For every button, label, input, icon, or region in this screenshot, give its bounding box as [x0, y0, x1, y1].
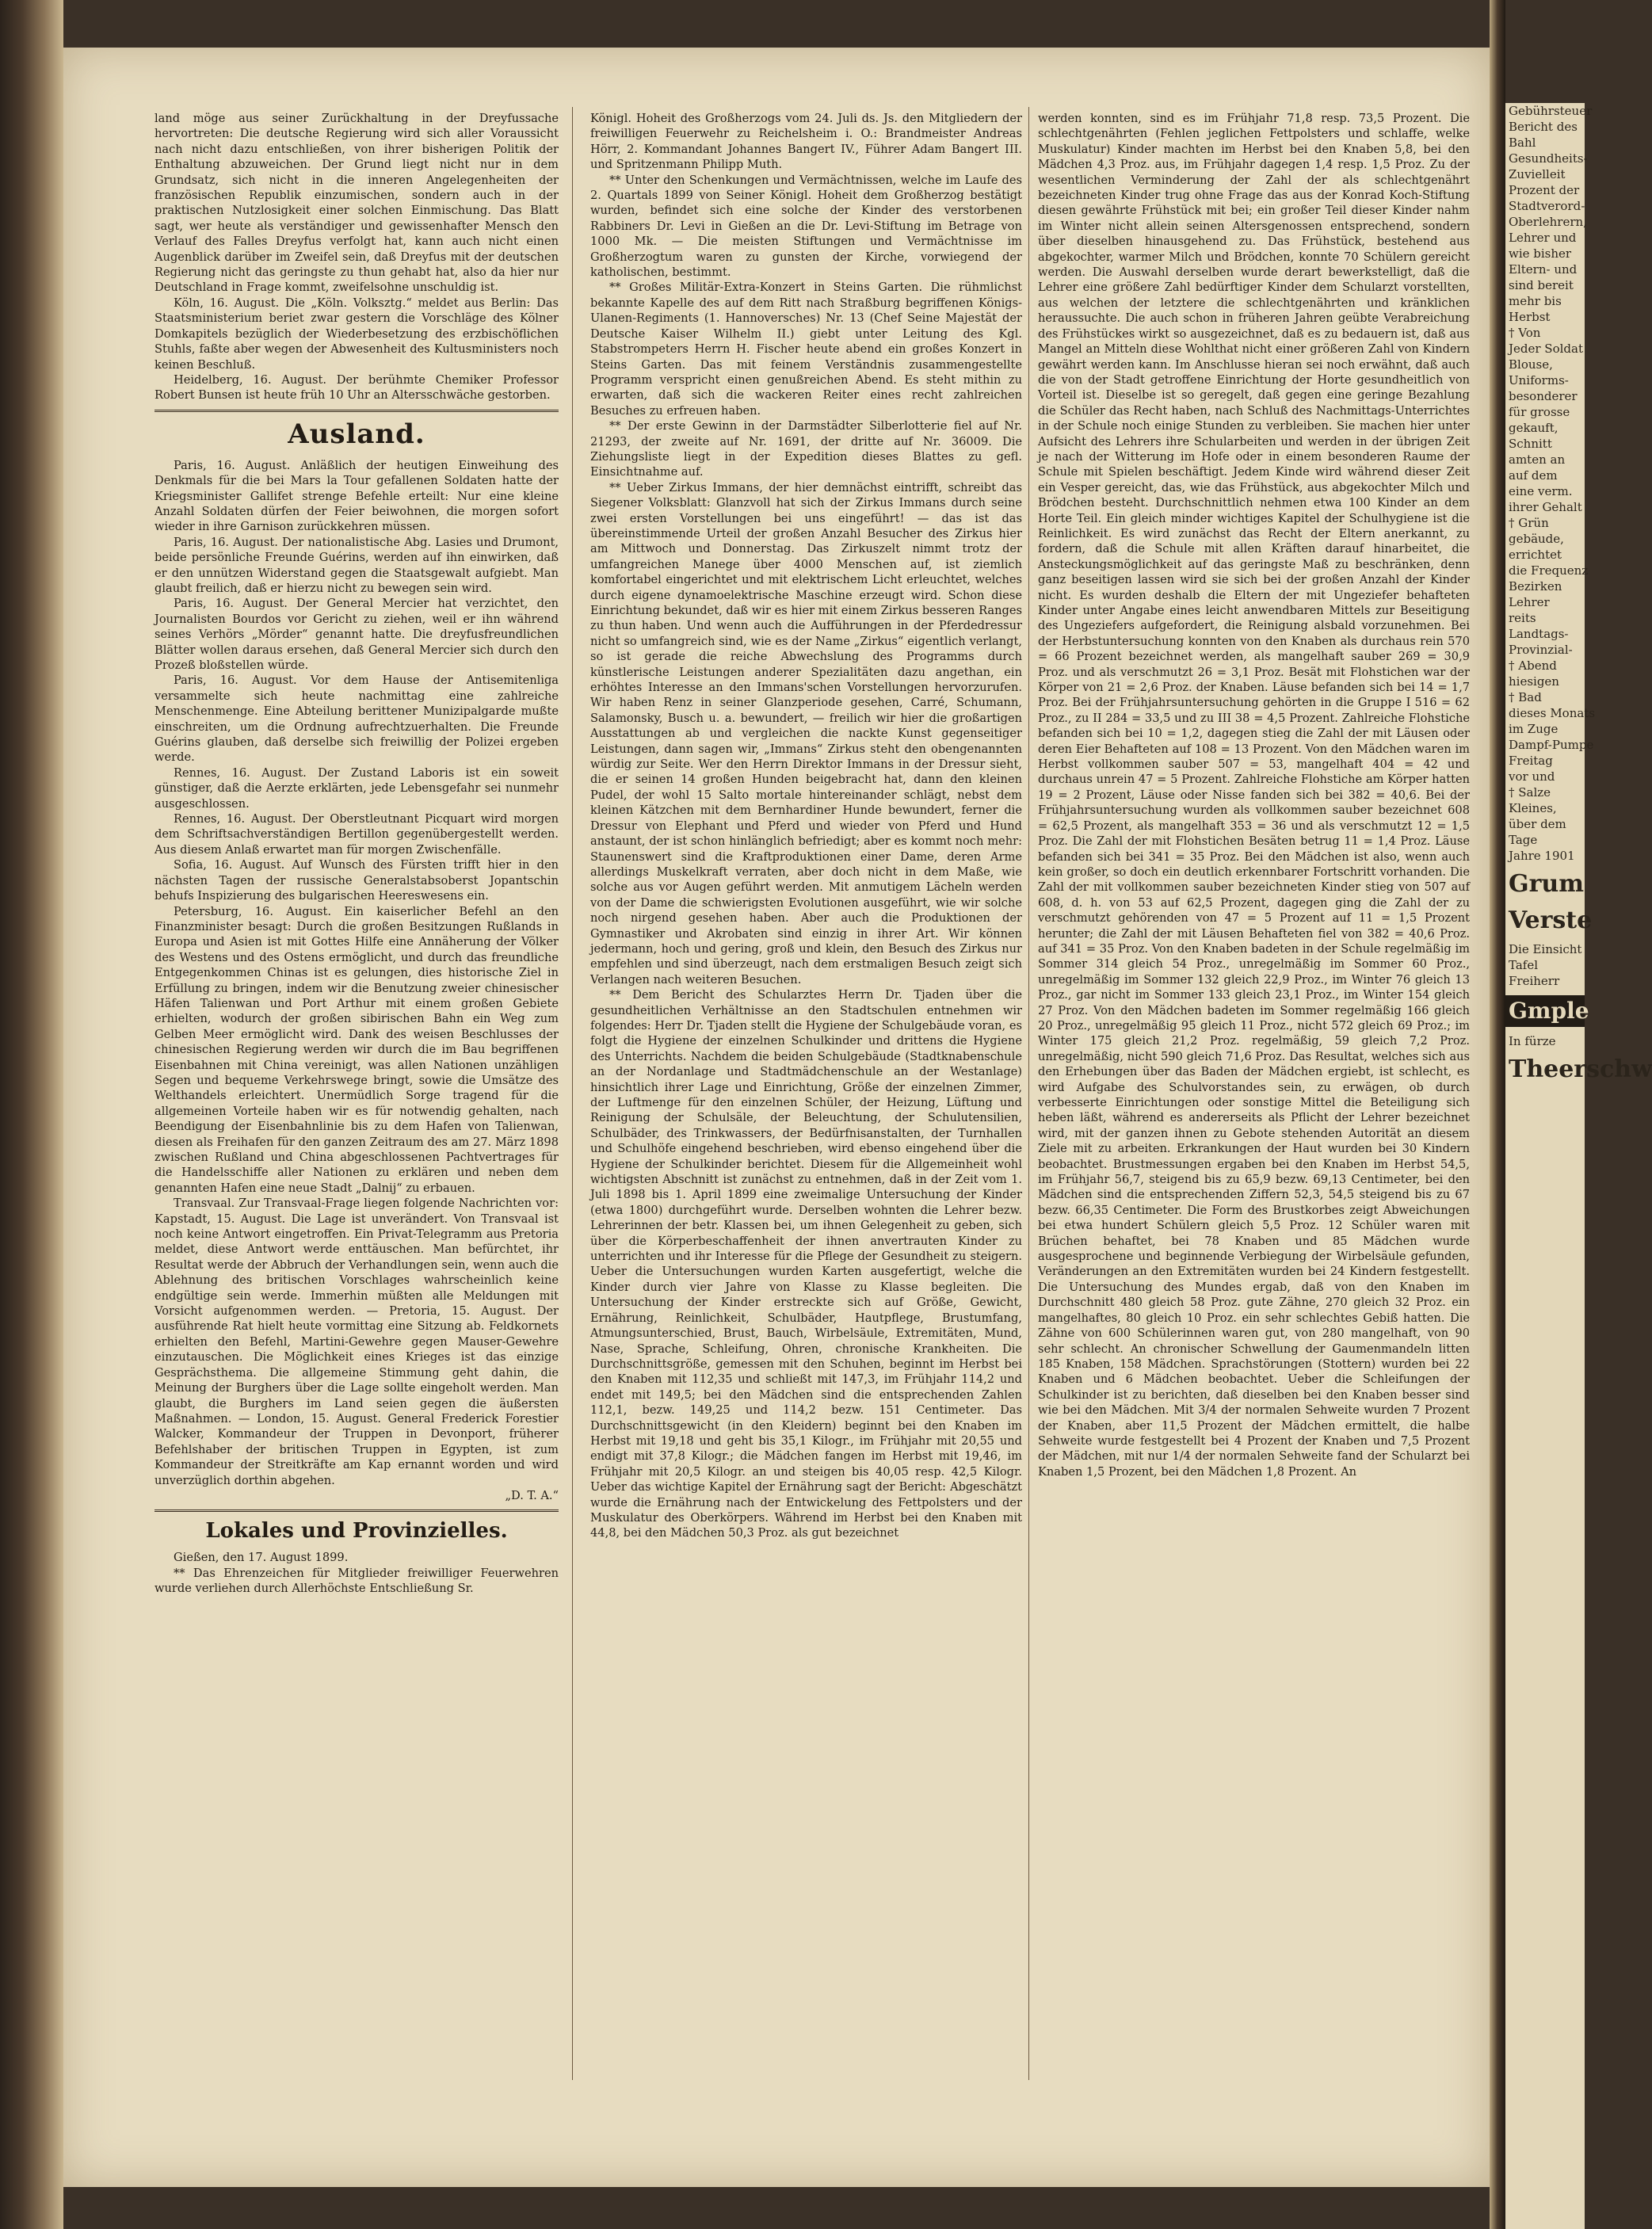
- article-paragraph: Transvaal. Zur Transvaal-Frage liegen folgende Nachrichten vor: Kapstadt, 15. August. Die Lage ist unverändert. Von Transvaal ist noch keine Antwort eingetroffen. Ein Privat-Telegramm aus Pretoria meldet, diese Antwort werde enttäuschen. Man befürchtet, ihr Resultat werde der Abbruch der Verhandlungen sein, wenn auch die Ablehnung des britischen Vorschlages wahrscheinlich keine endgültige sein werde. Immerhin müßten alle Meldungen mit Vorsicht aufgenommen werden. — Pretoria, 15. August. Der ausführende Rat hielt heute vormittag eine Sitzung ab. Feldkornets erhielten den Befehl, Martini-Gewehre gegen Mauser-Gewehre einzutauschen. Die Möglichkeit eines Krieges ist das einzige Gesprächsthema. Die allgemeine Stimmung geht dahin, die Meinung der Burghers über die Lage sollte eingeholt werden. Man glaubt, die Burghers im Land seien gegen die äußersten Maßnahmen. — London, 15. August. General Frederick Forestier Walcker, Kommandeur der Truppen in Devonport, früherer Befehlshaber der britischen Truppen in Egypten, ist zum Kommandeur der Streitkräfte am Kap ernannt worden und wird unverzüglich dorthin abgehen.: [155, 1197, 559, 1487]
- adjacent-page-text: Jeder Soldat: [1509, 342, 1583, 356]
- adjacent-page-text: vor und: [1509, 769, 1555, 784]
- section-heading-lokales: Lokales und Provinzielles.: [205, 1519, 508, 1544]
- adjacent-page-text: Freiherr: [1509, 974, 1560, 988]
- adjacent-page-fragment: [1505, 103, 1652, 2229]
- article-paragraph: ** Der erste Gewinn in der Darmstädter Silberlotterie fiel auf Nr. 21293, der zweite auf Nr. 1691, der dritte auf Nr. 36009. Die Ziehungsliste liegt in der Expedition dieses Blattes zu gefl. Einsichtnahme auf.: [590, 419, 1022, 479]
- adjacent-page-text: Verste: [1509, 906, 1593, 934]
- section-divider: [155, 1510, 559, 1512]
- adjacent-page-text: † Grün: [1509, 516, 1549, 530]
- adjacent-page-text: mehr bis: [1509, 294, 1562, 308]
- article-paragraph: werden konnten, sind es im Frühjahr 71,8 resp. 73,5 Prozent. Die schlechtgenährten (Fehlen jeglichen Fettpolsters und schlaffe, welke Muskulatur) Kinder machten im Herbst bei den Knaben 5,8, bei den Mädchen 4,3 Proz. aus, im Frühjahr dagegen 1,4 resp. 1,5 Proz. Zu der wesentlichen Verminderung der Zahl der als schlechtgenährt bezeichneten Kinder trug ohne Frage das aus der Konrad Koch-Stiftung diesen gewährte Frühstück mit bei; ein großer Teil dieser Kinder nahm im Winter nicht allein seinen Altersgenossen entsprechend, sondern über dieselben hinausgehend zu. Das Frühstück, bestehend aus abgekochter, warmer Milch und Brödchen, konnte 70 Schülern gereicht werden. Die Auswahl derselben wurde derart bewerkstelligt, daß die Lehrer eine größere Zahl bedürftiger Kinder dem Schularzt vorstellten, aus welchen der letztere die schlechtgenährten und kränklichen heraussuchte. Die auch schon in früheren Jahren geübte Verabreichung des Frühstückes wirkt so ausgezeichnet, daß es zu bedauern ist, daß aus Mangel an Mitteln diese Wohlthat nicht einer größeren Zahl von Kindern gewährt werden kann. Im Anschlusse hieran sei noch erwähnt, daß auch die von der Stadt getroffene Einrichtung der Horte gesundheitlich von Vorteil ist. Dieselbe ist so geregelt, daß gegen eine geringe Bezahlung die Schüler das Recht haben, nach Schluß des Nachmittags-Unterrichtes in der Schule noch einige Stunden zu verbleiben. Sie machen hier unter Aufsicht des Lehrers ihre Schularbeiten und werden in der übrigen Zeit je nach der Witterung im Hofe oder in einem besonderen Raume der Schule mit Spielen beschäftigt. Jedem Kinde wird während dieser Zeit ein Vesper gereicht, das, wie das Frühstück, aus abgekochter Milch und Brödchen besteht. Durchschnittlich nehmen etwa 100 Kinder an dem Horte Teil. Ein gleich minder wichtiges Kapitel der Schulhygiene ist die Reinlichkeit. Es wird zunächst das Recht der Eltern anerkannt, zu fordern, daß die Schule mit allen Kräften darauf hinarbeitet, die Ansteckungsmöglichkeit auf das geringste Maß zu beschränken, denn ganz beseitigen lassen wird sie sich bei der großen Anzahl der Kinder nicht. Es wurden deshalb die Eltern der mit Ungeziefer behafteten Kinder unter Angabe eines leicht anwendbaren Mittels zur Beseitigung des Ungeziefers aufgefordert, die Reinigung alsbald vorzunehmen. Bei der Herbstuntersuchung konnten von den Knaben als durchaus rein 570 = 66 Prozent bezeichnet werden, als mangelhaft sauber 269 = 30,9 Proz. und als verschmutzt 26 = 3,1 Proz. Besät mit Flohstichen war der Körper von 21 = 2,6 Proz. der Knaben. Läuse befanden sich bei 14 = 1,7 Proz. Bei der Frühjahrsuntersuchung gehörten in die Gruppe I 516 = 62 Proz., zu II 284 = 33,5 und zu III 38 = 4,5 Prozent. Zahlreiche Flohstiche befanden sich bei 10 = 1,2, dagegen stieg die Zahl der mit Läusen oder deren Eier Behafteten auf 108 = 13 Prozent. Von den Mädchen waren im Herbst vollkommen sauber 507 = 53, mangelhaft 404 = 42 und durchaus unrein 47 = 5 Prozent. Zahlreiche Flohstiche am Körper hatten 19 = 2 Prozent, Läuse oder Nisse fanden sich bei 382 = 40,6. Bei der Frühjahrsuntersuchung wurden als vollkommen sauber bezeichnet 608 = 62,5 Prozent, als mangelhaft 353 = 36 und als verschmutzt 12 = 1,5 Proz. Die Zahl der mit Flohstichen Besäten betrug 11 = 1,4 Proz. Läuse befanden sich bei 341 = 35 Proz. Bei den Mädchen ist also, wenn auch kein großer, so doch ein deutlich erkennbarer Fortschritt vorhanden. Die Zahl der mit vollkommen sauber bezeichneten Kinder stieg von 507 auf 608, d. h. von 53 auf 62,5 Prozent, dagegen ging die Zahl der zu verschmutzt gehörenden von 47 = 5 Prozent auf 11 = 1,5 Prozent herunter; die Zahl der mit Läusen Behafteten fiel von 382 = 40,6 Proz. auf 341 = 35 Proz. Von den Knaben badeten in der Schule regelmäßig im Sommer 314 gleich 54 Proz., unregelmäßig im Sommer 60 Proz., unregelmäßig im Sommer 132 gleich 22,9 Proz., im Winter 76 gleich 13 Proz., gar nicht im Sommer 133 gleich 23,1 Proz., im Winter 154 gleich 27 Proz. Von den Mädchen badeten im Sommer regelmäßig 166 gleich 20 Proz., unregelmäßig 95 gleich 11 Proz., nicht 572 gleich 69 Proz.; im Winter 175 gleich 21,2 Proz. regelmäßig, 59 gleich 7,2 Proz. unregelmäßig, nicht 590 gleich 71,6 Proz. Das Resultat, welches sich aus den Erhebungen über das Baden der Mädchen ergiebt, ist schlecht, es wird Aufgabe des Schulvorstandes sein, zu erwägen, ob durch verbesserte Einrichtungen oder sonstige Mittel die Beteiligung sich heben läßt, während es andererseits als Pflicht der Lehrer bezeichnet wird, mit der ganzen ihnen zu Gebote stehenden Autorität an diesem Ziele mit zu arbeiten. Erkrankungen der Haut wurden bei 30 Kindern beobachtet. Brustmessungen ergaben bei den Knaben im Herbst 54,5, im Frühjahr 56,7, steigend bis zu 65,9 bezw. 69,13 Centimeter, bei den Mädchen sind die entsprechenden Ziffern 52,3, 54,5 steigend bis zu 67 bezw. 66,35 Centimeter. Die Form des Brustkorbes zeigt Abweichungen bei etwa hundert Schülern gleich 5,5 Proz. 12 Schüler waren mit Brüchen behaftet, bei 78 Knaben und 85 Mädchen wurde ausgesprochene und beginnende Verbiegung der Wirbelsäule gefunden, Veränderungen an den Extremitäten wurden bei 24 Kindern festgestellt. Die Untersuchung des Mundes ergab, daß von den Knaben im Durchschnitt 480 gleich 58 Proz. gute Zähne, 270 gleich 32 Proz. ein mangelhaftes, 80 gleich 10 Proz. ein sehr schlechtes Gebiß hatten. Die Zähne von 600 Schülerinnen waren gut, von 280 mangelhaft, von 90 sehr schlecht. An chronischer Schwellung der Gaumenmandeln litten 185 Knaben, 158 Mädchen. Sprachstörungen (Stottern) wurden bei 22 Knaben und 6 Mädchen beobachtet. Ueber die Schleifungen der Schulkinder ist zu berichten, daß dieselben bei den Knaben besser sind wie bei den Mädchen. Mit 3/4 der normalen Sehweite wurden 7 Prozent der Knaben, aber 11,5 Prozent der Mädchen ermittelt, die halbe Sehweite wurde festgestellt bei 4 Prozent der Knaben und 7,5 Prozent der Mädchen, mit nur 1/4 der normalen Sehweite fand der Schularzt bei Knaben 1,5 Prozent, bei den Mädchen 1,8 Prozent. An: [1038, 112, 1470, 1479]
- section-divider: [155, 410, 559, 412]
- column-rule: [572, 107, 573, 2080]
- adjacent-page-text: Jahre 1901: [1509, 849, 1575, 863]
- article-paragraph: ** Das Ehrenzeichen für Mitglieder freiwilliger Feuerwehren wurde verliehen durch Allerhöchste Entschließung Sr.: [155, 1566, 559, 1596]
- adjacent-page-text: Tage: [1509, 833, 1538, 847]
- adjacent-page-text: † Bad: [1509, 690, 1542, 704]
- adjacent-page-text: Theerschw: [1509, 1055, 1652, 1083]
- adjacent-page-text: Lehrer: [1509, 595, 1550, 609]
- adjacent-page-text: † Abend: [1509, 658, 1557, 673]
- article-paragraph: ** Dem Bericht des Schularztes Herrn Dr. Tjaden über die gesundheitlichen Verhältnisse an den Stadtschulen entnehmen wir folgendes: Herr Dr. Tjaden stellt die Hygiene der Schulgebäude voran, es folgt die Hygiene der einzelnen Schulkinder und drittens die Hygiene des Unterrichts. Nachdem die beiden Schulgebäude (Stadtknabenschule an der Nordanlage und Stadtmädchenschule an der Westanlage) hinsichtlich ihrer Lage und Einrichtung, Größe der einzelnen Zimmer, der Luftmenge für den einzelnen Schüler, der Heizung, Lüftung und Reinigung der Schulsäle, der Beleuchtung, der Schulutensilien, Schulbäder, des Trinkwassers, der Bedürfnisanstalten, der Turnhallen und Schulhöfe eingehend beschrieben, wird ebenso eingehend über die Hygiene der Schulkinder berichtet. Diesem für die Allgemeinheit wohl wichtigsten Abschnitt ist zunächst zu entnehmen, daß in der Zeit vom 1. Juli 1898 bis 1. April 1899 eine zweimalige Untersuchung der Kinder (etwa 1800) durchgeführt wurde. Derselben wohnten die Lehrer bezw. Lehrerinnen der betr. Klassen bei, um ihnen Gelegenheit zu geben, sich über die Körperbeschaffenheit der ihnen anvertrauten Kinder zu unterrichten und ihr Interesse für die Pflege der Gesundheit zu steigern. Ueber die Untersuchungen wurden Karten ausgefertigt, welche die Kinder durch vier Jahre von Klasse zu Klasse begleiten. Die Untersuchung der Kinder erstreckte sich auf Größe, Gewicht, Ernährung, Reinlichkeit, Schulbäder, Hautpflege, Brustumfang, Atmungsunterschied, Brust, Bauch, Wirbelsäule, Extremitäten, Mund, Nase, Sprache, Schleifung, Ohren, chronische Krankheiten. Die Durchschnittsgröße, gemessen mit den Schuhen, beginnt im Herbst bei den Knaben mit 112,35 und schließt mit 147,3, im Frühjahr 114,2 und endet mit 149,5; bei den Mädchen sind die entsprechenden Zahlen 112,1, bezw. 149,25 und 114,2 bezw. 151 Centimeter. Das Durchschnittsgewicht (in den Kleidern) beginnt bei den Knaben im Herbst mit 19,18 und geht bis 35,1 Kilogr., im Frühjahr mit 20,55 und endigt mit 37,8 Kilogr.; die Mädchen fangen im Herbst mit 19,46, im Frühjahr mit 20,5 Kilogr. an und steigen bis 40,05 resp. 42,5 Kilogr. Ueber das wichtige Kapitel der Ernährung sagt der Bericht: Abgeschätzt wurde die Ernährung nach der Entwickelung des Fettpolsters und der Muskulatur des Oberkörpers. Während im Herbst bei den Knaben mit 44,8, bei den Mädchen 50,3 Proz. als gut bezeichnet: [590, 988, 1022, 1540]
- adjacent-page-text: errichtet: [1509, 548, 1562, 562]
- section-heading-ausland: Ausland.: [288, 418, 425, 450]
- article-paragraph: land möge aus seiner Zurückhaltung in der Dreyfussache hervortreten: Die deutsche Regierung wird sich aller Voraussicht nach nicht dazu entschließen, von ihrer bisherigen Politik der Enthaltung abzuweichen. Der Grund liegt nicht nur in dem Grundsatz, sich nicht in die inneren Angelegenheiten der französischen Republik einzumischen, sondern auch in der praktischen Nutzlosigkeit einer solchen Einmischung. Das Blatt sagt, wer heute als verständiger und gewissenhafter Mensch den Verlauf des Falles Dreyfus verfolgt hat, kann auch nicht einen Augenblick darüber im Zweifel sein, daß Dreyfus mit der deutschen Regierung nicht das geringste zu thun gehabt hat, also da hier nur Deutschland in Frage kommt, zweifelsohne unschuldig ist.: [155, 112, 559, 295]
- adjacent-page-text: auf dem: [1509, 468, 1558, 483]
- adjacent-page-text: für grosse: [1509, 405, 1570, 419]
- book-binding-edge: [0, 0, 63, 2229]
- column-rule: [1028, 107, 1029, 2080]
- adjacent-page-text: besonderer: [1509, 389, 1578, 403]
- adjacent-page-text: Uniforms-: [1509, 373, 1569, 387]
- adjacent-page-text: Tafel: [1509, 958, 1539, 972]
- source-signature: „D. T. A.“: [505, 1488, 559, 1502]
- adjacent-page-text: Gmple: [1505, 995, 1585, 1027]
- adjacent-page-text: † Salze: [1509, 785, 1551, 800]
- adjacent-page-text: Kleines,: [1509, 801, 1557, 815]
- adjacent-page-text: Gesundheits-: [1509, 151, 1588, 166]
- article-paragraph: Petersburg, 16. August. Ein kaiserlicher Befehl an den Finanzminister besagt: Durch die großen Besitzungen Rußlands in Europa und Asien ist mit Gottes Hilfe eine Annäherung der Völker des Westens und des Ostens ermöglicht, und durch das freundliche Entgegenkommen Chinas ist es gelungen, dies historische Ziel in Erfüllung zu bringen, indem wir die Benutzung zweier chinesischer Häfen Talienwan und Port Arthur mit einem großen Gebiete erhielten, wodurch der großen sibirischen Bahn ein Weg zum Gelben Meer ermöglicht wird. Dank des weisen Beschlusses der chinesischen Regierung werden wir durch die im Bau begriffenen Eisenbahnen mit China vereinigt, was allen Nationen unzähligen Segen und bequeme Verkehrswege bringt, sowie die Umsätze des Welthandels erleichtert. Unermüdlich Sorge tragend für die allgemeinen Vorteile haben wir es für notwendig gehalten, nach Beendigung der Eisenbahnlinie bis zu dem Hafen von Talienwan, diesen als Freihafen für den ganzen Zeitraum des am 27. März 1898 zwischen Rußland und China abgeschlossenen Pachtvertrages für die Handelsschiffe aller Nationen zu erklären und neben dem genannten Hafen eine neue Stadt „Dalnij“ zu erbauen.: [155, 904, 559, 1195]
- adjacent-page-text: Die Einsicht: [1509, 942, 1582, 956]
- adjacent-page-text: Stadtverord-: [1509, 199, 1585, 213]
- adjacent-page-text: Provinzial-: [1509, 643, 1573, 657]
- column-2: [590, 111, 1022, 2076]
- article-paragraph: ** Ueber Zirkus Immans, der hier demnächst eintrifft, schreibt das Siegener Volksblatt: Glanzvoll hat sich der Zirkus Immans durch seine zwei ersten Vorstellungen bei uns eingeführt! — das ist das übereinstimmende Urteil der großen Anzahl Besucher des Zirkus hier am Mittwoch und Donnerstag. Das Zirkuszelt nimmt trotz der umfangreichen Manege über 4000 Menschen auf, ist ziemlich komfortabel eingerichtet und mit elektrischem Licht erleuchtet, welches durch eigene dynamoelektrische Maschine erzeugt wird. Schon diese Einrichtung bekundet, daß wir es hier mit einem Zirkus besseren Ranges zu thun haben. Und wenn auch die Aufführungen in der Pferdedressur nicht so umfangreich sind, wie es der Name „Zirkus“ eigentlich verlangt, so ist gerade die reiche Abwechslung des Programms durch künstlerische Leistungen anderer Spezialitäten dazu angethan, ein erhöhtes Interesse an den Immans'schen Vorstellungen hervorzurufen. Wir haben Renz in seiner Glanzperiode gesehen, Carré, Schumann, Salamonsky, Busch u. a. bewundert, — freilich wir hier die großartigen Ausstattungen ab und vergleichen die nackte Kunst gegenseitiger Leistungen, dann sagen wir, „Immans“ Zirkus steht den obengenannten würdig zur Seite. Wer den Herrn Direktor Immans in der Dressur sieht, die er seinen 14 großen Hunden beigebracht hat, dann den kleinen Pudel, der wohl 15 Salto mortale hintereinander schlägt, nebst dem kleinen Kätzchen mit dem Bernhardiner Hunde bewundert, ferner die Dressur von Elephant und Pferd und wieder von Pferd und Hund anstaunt, der ist schon hinlänglich befriedigt; aber es kommt noch mehr: Staunenswert sind die Kraftproduktionen einer Dame, deren Arme allerdings Muskelkraft verraten, aber doch nicht in dem Maße, wie solche aus vor Augen geführt werden. Mit anmutigem Lächeln werden von der Dame die schwierigsten Evolutionen ausgeführt, wie wir solche noch nirgend gesehen haben. Aber auch die Produktionen der Gymnastiker und Akrobaten sind einzig in ihrer Art. Wir können jedermann, hoch und gering, groß und klein, den Besuch des Zirkus nur empfehlen und sind überzeugt, nach dem erstmaligen Besuch zeigt sich Verlangen nach weiteren Besuchen.: [590, 480, 1022, 987]
- adjacent-page-text: hiesigen: [1509, 674, 1559, 689]
- article-paragraph: Königl. Hoheit des Großherzogs vom 24. Juli ds. Js. den Mitgliedern der freiwilligen Feuerwehr zu Reichelsheim i. O.: Brandmeister Andreas Hörr, 2. Kommandant Johannes Bangert IV., Führer Adam Bangert III. und Spritzenmann Philipp Muth.: [590, 112, 1022, 172]
- page-gutter: [1490, 0, 1505, 2229]
- article-paragraph: Paris, 16. August. Anläßlich der heutigen Einweihung des Denkmals für die bei Mars la Tour gefallenen Soldaten hatte der Kriegsminister Gallifet strenge Befehle erteilt: Nur eine kleine Anzahl Soldaten dürfen der Feier beiwohnen, die morgen sofort wieder in ihre Garnison zurückkehren müssen.: [155, 458, 559, 534]
- adjacent-page-text: Dampf-Pumpe: [1509, 738, 1594, 752]
- adjacent-page-text: Blouse,: [1509, 357, 1553, 372]
- adjacent-page-text: Bezirken: [1509, 579, 1562, 594]
- adjacent-page-text: Herbst: [1509, 310, 1551, 324]
- adjacent-page-text: Prozent der: [1509, 183, 1580, 197]
- adjacent-page-text: über dem: [1509, 817, 1566, 831]
- article-paragraph: Sofia, 16. August. Auf Wunsch des Fürsten trifft hier in den nächsten Tagen der russische Generalstabsoberst Jopantschin behufs Inspizierung des bulgarischen Heereswesens ein.: [155, 858, 559, 903]
- article-paragraph: ** Großes Militär-Extra-Konzert in Steins Garten. Die rühmlichst bekannte Kapelle des auf dem Ritt nach Straßburg begriffenen Königs-Ulanen-Regiments (1. Hannoversches) Nr. 13 (Chef Seine Majestät der Deutsche Kaiser Wilhelm II.) giebt unter Leitung des Kgl. Stabstrompeters Herrn H. Fischer heute abend ein großes Konzert in Steins Garten. Das mit feinem Verständnis zusammengestellte Programm verspricht einen genußreichen Abend. Es steht mithin zu erwarten, daß sich die wackeren Reiter eines recht zahlreichen Besuches zu erfreuen haben.: [590, 281, 1022, 418]
- article-paragraph: Paris, 16. August. Vor dem Hause der Antisemitenliga versammelte sich heute nachmittag eine zahlreiche Menschenmenge. Eine Abteilung berittener Munizipalgarde mußte einschreiten, um die Ordnung aufrechtzuerhalten. Die Freunde Guérins glauben, daß derselbe sich freiwillig der Polizei ergeben werde.: [155, 674, 559, 765]
- adjacent-page-text: Zuvielleit: [1509, 167, 1566, 181]
- adjacent-page-text: wie bisher: [1509, 246, 1572, 261]
- article-paragraph: Rennes, 16. August. Der Oberstleutnant Picquart wird morgen dem Schriftsachverständigen Bertillon gegenübergestellt werden. Aus diesem Anlaß erwartet man für morgen Zwischenfälle.: [155, 812, 559, 857]
- adjacent-page-text: Schnitt: [1509, 437, 1552, 451]
- article-paragraph: Rennes, 16. August. Der Zustand Laboris ist ein soweit günstiger, daß die Aerzte erklärten, jede Lebensgefahr sei nunmehr ausgeschlossen.: [155, 765, 559, 811]
- column-1: [155, 111, 559, 2076]
- article-paragraph: Köln, 16. August. Die „Köln. Volksztg.“ meldet aus Berlin: Das Staatsministerium beriet zwar gestern die Vorschläge des Kölner Domkapitels bezüglich der Wiederbesetzung des erzbischöflichen Stuhls, faßte aber wegen der Abwesenheit des Kultusministers noch keinen Beschluß.: [155, 296, 559, 372]
- adjacent-page-text: reits: [1509, 611, 1536, 625]
- adjacent-page-text: Bericht des: [1509, 120, 1578, 134]
- adjacent-page-text: Grum: [1509, 870, 1584, 898]
- adjacent-page-text: dieses Monats: [1509, 706, 1596, 720]
- adjacent-page-text: Lehrer und: [1509, 231, 1577, 245]
- adjacent-page-text: Gebührsteuer: [1509, 104, 1593, 118]
- adjacent-page-text: Landtags-: [1509, 627, 1569, 641]
- article-paragraph: Paris, 16. August. Der General Mercier hat verzichtet, den Journalisten Bourdos vor Gericht zu ziehen, weil er ihn während seines Verhörs „Mörder“ genannt hatte. Die dreyfusfreundlichen Blätter wollen daraus ersehen, daß General Mercier sich durch den Prozeß bloßstellen würde.: [155, 597, 559, 672]
- adjacent-page-text: amten an: [1509, 452, 1566, 467]
- adjacent-page-text: † Von: [1509, 326, 1541, 340]
- adjacent-page-text: sind bereit: [1509, 278, 1574, 292]
- adjacent-page-text: die Frequenz: [1509, 563, 1589, 578]
- adjacent-page-text: ihrer Gehalt: [1509, 500, 1582, 514]
- adjacent-page-text: im Zuge: [1509, 722, 1559, 736]
- adjacent-page-text: In fürze: [1509, 1034, 1556, 1048]
- adjacent-page-text: Freitag: [1509, 754, 1553, 768]
- adjacent-page-text: eine verm.: [1509, 484, 1573, 498]
- adjacent-page-text: gekauft,: [1509, 421, 1559, 435]
- column-3: [1038, 111, 1470, 2076]
- article-paragraph: ** Unter den Schenkungen und Vermächtnissen, welche im Laufe des 2. Quartals 1899 von Seiner Königl. Hoheit dem Großherzog bestätigt wurden, befindet sich eine solche der Kinder des verstorbenen Rabbiners Dr. Levi in Gießen an die Dr. Levi-Stiftung im Betrage von 1000 Mk. — Die meisten Stiftungen und Vermächtnisse im Großherzogtum waren zu gunsten der Kirche, vorwiegend der katholischen, bestimmt.: [590, 173, 1022, 280]
- dateline: Gießen, den 17. August 1899.: [174, 1551, 349, 1565]
- adjacent-page-text: gebäude,: [1509, 532, 1564, 546]
- adjacent-page-text: Bahl: [1509, 135, 1536, 150]
- adjacent-page-text: Eltern- und: [1509, 262, 1578, 277]
- article-paragraph: Paris, 16. August. Der nationalistische Abg. Lasies und Drumont, beide persönliche Freunde Guérins, werden auf ihn einwirken, daß er den unnützen Widerstand gegen die Staatsgewalt aufgiebt. Man glaubt freilich, daß er hierzu nicht zu bewegen sein wird.: [155, 535, 559, 595]
- article-paragraph: Heidelberg, 16. August. Der berühmte Chemiker Professor Robert Bunsen ist heute früh 10 Uhr an Altersschwäche gestorben.: [155, 372, 559, 403]
- adjacent-page-text: Oberlehrern,: [1509, 215, 1587, 229]
